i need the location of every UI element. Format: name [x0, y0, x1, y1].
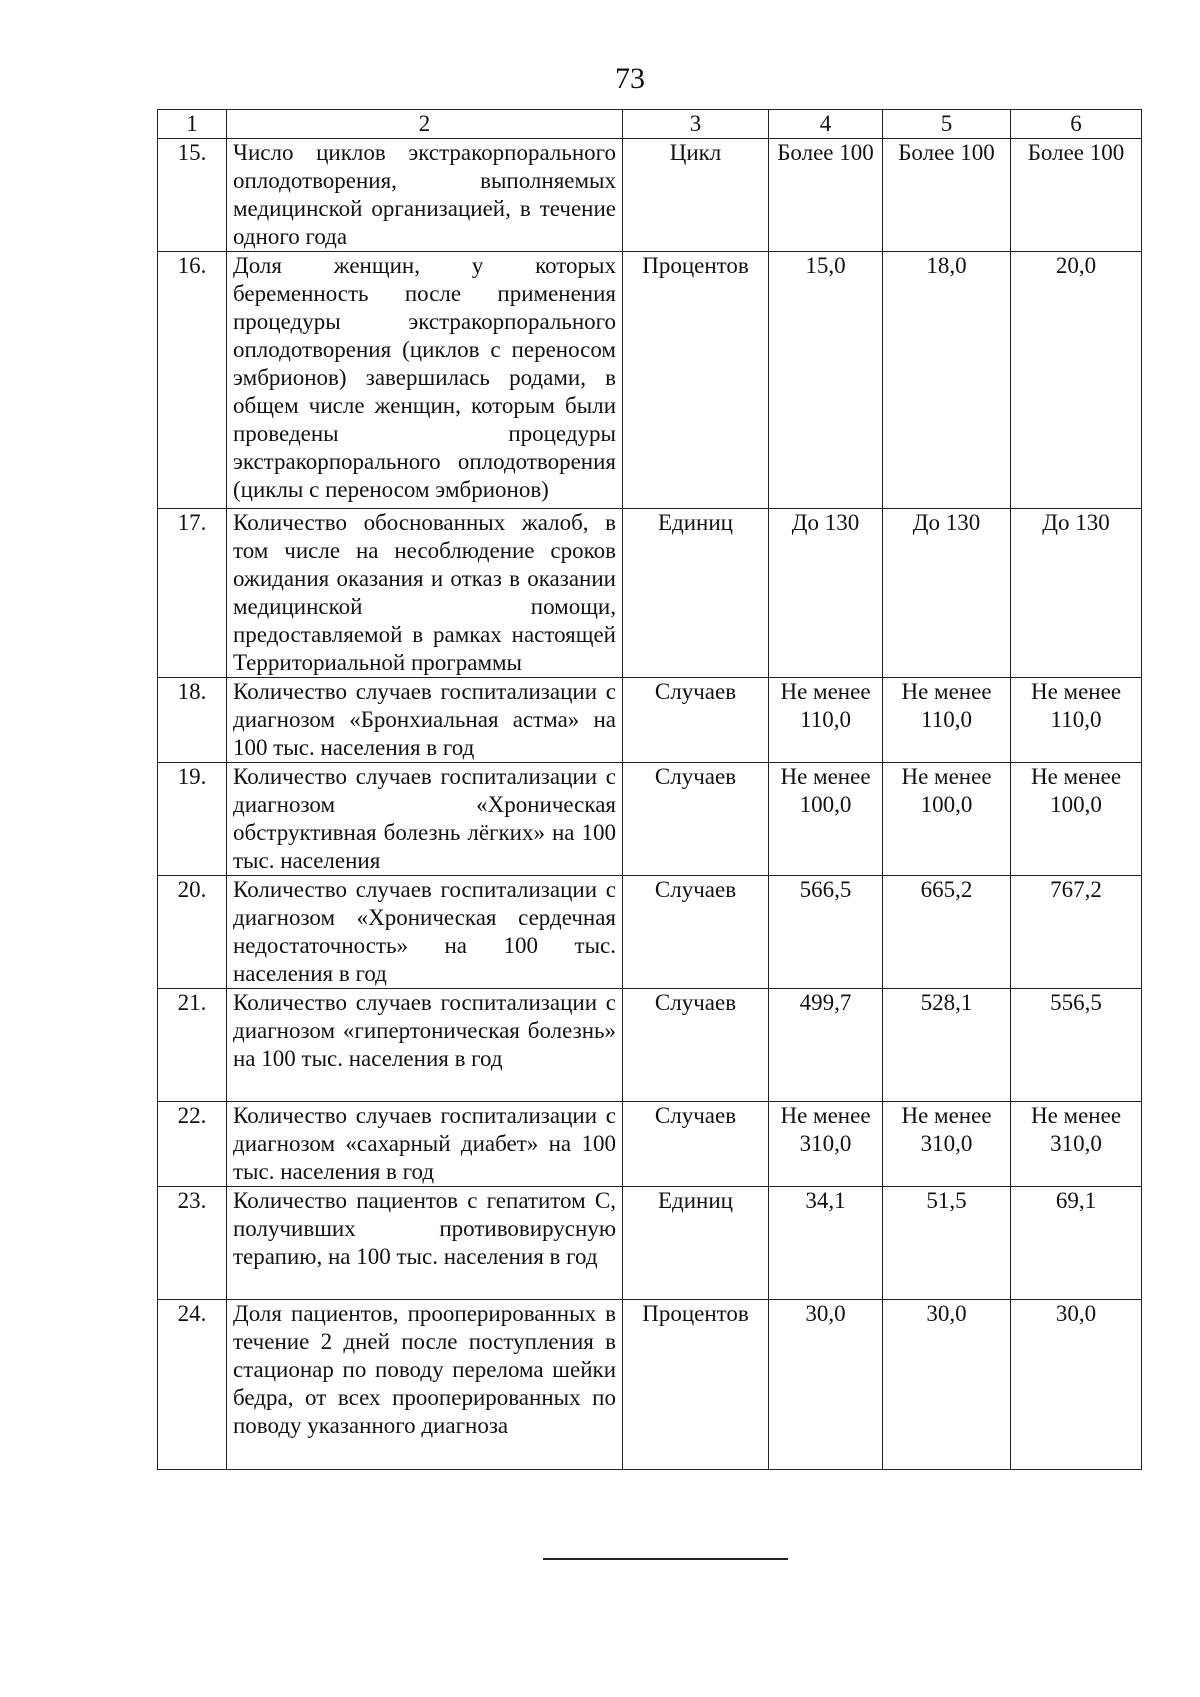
row-number: 20.: [158, 876, 227, 989]
table-row: [158, 1187, 1142, 1300]
indicator-name: Число циклов экстракорпорального оплодотворения, выполняемых медицинской организацией, в течение одного года: [227, 139, 623, 252]
value-year-3: Не менее 100,0: [1011, 763, 1142, 876]
table-row: [158, 252, 1142, 509]
indicator-name: Доля пациентов, прооперированных в течение 2 дней после поступления в стационар по поводу перелома шейки бедра, от всех прооперированных по поводу указанного диагноза: [227, 1300, 623, 1470]
table-row: [158, 139, 1142, 252]
value-year-1: 566,5: [769, 876, 883, 989]
row-number: 21.: [158, 989, 227, 1102]
table-row: [158, 989, 1142, 1102]
value-year-2: Не менее 100,0: [883, 763, 1011, 876]
page-number: 73: [615, 62, 645, 95]
unit: Случаев: [623, 763, 769, 876]
value-year-1: Не менее 110,0: [769, 678, 883, 763]
value-year-2: 51,5: [883, 1187, 1011, 1300]
value-year-3: 20,0: [1011, 252, 1142, 509]
value-year-3: 69,1: [1011, 1187, 1142, 1300]
unit: Случаев: [623, 678, 769, 763]
value-year-1: 34,1: [769, 1187, 883, 1300]
row-number: 19.: [158, 763, 227, 876]
column-number: 1: [158, 110, 227, 139]
unit: Случаев: [623, 989, 769, 1102]
table-row: [158, 763, 1142, 876]
unit: Процентов: [623, 252, 769, 509]
value-year-1: 499,7: [769, 989, 883, 1102]
table-row: [158, 876, 1142, 989]
row-number: 23.: [158, 1187, 227, 1300]
value-year-1: 30,0: [769, 1300, 883, 1470]
value-year-3: 767,2: [1011, 876, 1142, 989]
indicator-name: Доля женщин, у которых беременность после применения процедуры экстракорпорального оплодотворения (циклов с переносом эмбрионов) завершилась родами, в общем числе женщин, которым были проведены процедуры экстракорпорального оплодотворения (циклы с переносом эмбрионов): [227, 252, 623, 509]
table-row: [158, 1300, 1142, 1470]
row-number: 17.: [158, 509, 227, 678]
value-year-1: 15,0: [769, 252, 883, 509]
unit: Процентов: [623, 1300, 769, 1470]
value-year-1: До 130: [769, 509, 883, 678]
value-year-3: До 130: [1011, 509, 1142, 678]
value-year-2: Более 100: [883, 139, 1011, 252]
value-year-2: Не менее 310,0: [883, 1102, 1011, 1187]
value-year-2: 18,0: [883, 252, 1011, 509]
row-number: 18.: [158, 678, 227, 763]
closing-rule: [543, 1558, 788, 1560]
indicator-name: Количество случаев госпитализации с диагнозом «Хроническая сердечная недостаточность» на 100 тыс. населения в год: [227, 876, 623, 989]
indicator-name: Количество случаев госпитализации с диагнозом «Бронхиальная астма» на 100 тыс. населения в год: [227, 678, 623, 763]
unit: Единиц: [623, 509, 769, 678]
value-year-3: Более 100: [1011, 139, 1142, 252]
column-number-row: [158, 110, 1142, 139]
indicator-name: Количество случаев госпитализации с диагнозом «гипертоническая болезнь» на 100 тыс. населения в год: [227, 989, 623, 1102]
table-row: [158, 678, 1142, 763]
value-year-2: До 130: [883, 509, 1011, 678]
row-number: 22.: [158, 1102, 227, 1187]
unit: Единиц: [623, 1187, 769, 1300]
value-year-1: Не менее 100,0: [769, 763, 883, 876]
column-number: 4: [769, 110, 883, 139]
row-number: 24.: [158, 1300, 227, 1470]
indicator-name: Количество случаев госпитализации с диагнозом «сахарный диабет» на 100 тыс. населения в год: [227, 1102, 623, 1187]
column-number: 5: [883, 110, 1011, 139]
value-year-1: Не менее 310,0: [769, 1102, 883, 1187]
column-number: 3: [623, 110, 769, 139]
table-row: [158, 1102, 1142, 1187]
indicator-name: Количество пациентов с гепатитом С, получивших противовирусную терапию, на 100 тыс. населения в год: [227, 1187, 623, 1300]
value-year-3: 556,5: [1011, 989, 1142, 1102]
value-year-2: 30,0: [883, 1300, 1011, 1470]
row-number: 15.: [158, 139, 227, 252]
unit: Случаев: [623, 1102, 769, 1187]
row-number: 16.: [158, 252, 227, 509]
table-row: [158, 509, 1142, 678]
value-year-1: Более 100: [769, 139, 883, 252]
value-year-2: 528,1: [883, 989, 1011, 1102]
indicators-table: [157, 109, 1142, 1470]
indicator-name: Количество обоснованных жалоб, в том числе на несоблюдение сроков ожидания оказания и отказ в оказании медицинской помощи, предоставляемой в рамках настоящей Территориальной программы: [227, 509, 623, 678]
column-number: 6: [1011, 110, 1142, 139]
unit: Случаев: [623, 876, 769, 989]
unit: Цикл: [623, 139, 769, 252]
value-year-3: 30,0: [1011, 1300, 1142, 1470]
value-year-2: 665,2: [883, 876, 1011, 989]
indicator-name: Количество случаев госпитализации с диагнозом «Хроническая обструктивная болезнь лёгких» на 100 тыс. населения: [227, 763, 623, 876]
column-number: 2: [227, 110, 623, 139]
value-year-2: Не менее 110,0: [883, 678, 1011, 763]
value-year-3: Не менее 110,0: [1011, 678, 1142, 763]
value-year-3: Не менее 310,0: [1011, 1102, 1142, 1187]
